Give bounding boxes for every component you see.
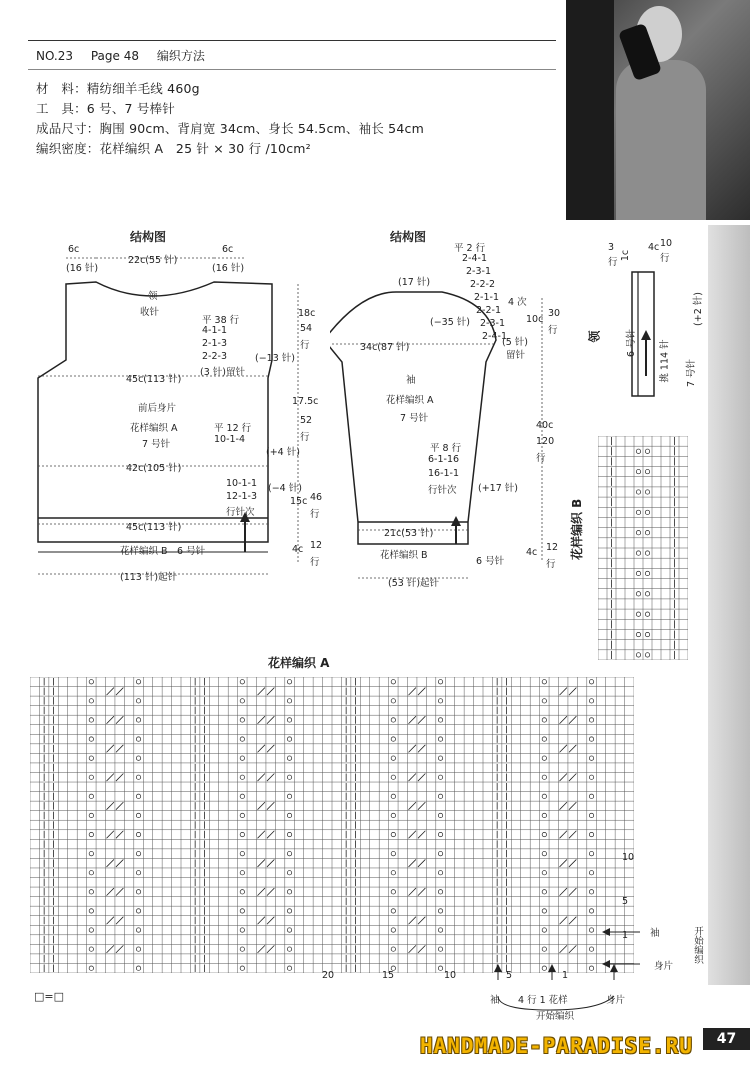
page-ref: Page 48 (90, 49, 139, 63)
dec13: (−13 针) (255, 353, 295, 364)
pattern-b-title: 花样编织 B (570, 498, 584, 560)
dec-row-3: 行针次 (226, 507, 255, 518)
collar-diagram (580, 236, 704, 416)
col-marker-5: 5 (506, 970, 513, 981)
side-row-2: 行 (300, 432, 310, 443)
dec-row-2: 12-1-3 (226, 491, 258, 502)
collar-pick-114: 挑 114 针 (659, 339, 671, 383)
side-46: 46 (310, 492, 323, 503)
cap-row-8: 2-4-1 (482, 331, 507, 342)
inc-17: (+17 针) (478, 483, 518, 494)
bottom-4rows: 4 行 1 花样 (518, 995, 568, 1006)
sleeve-needle-6: 6 号针 (476, 556, 505, 567)
body-diagram-title: 结构图 (130, 230, 167, 244)
cuff-row: 行 (546, 559, 556, 570)
inc-row-2: 6-1-16 (428, 454, 460, 465)
top-left-st: (16 针) (66, 263, 99, 274)
collar-needle-7: 7 号针 (686, 358, 698, 388)
cuff-4c: 4c (526, 547, 538, 558)
pattern-b-label: 花样编织 B 6 号针 (120, 546, 206, 557)
cap-row-6: 2-2-1 (476, 305, 501, 316)
flat-12: 平 12 行 (214, 423, 252, 434)
pattern-a-title: 花样编织 A (268, 656, 330, 670)
cap-5st: (5 针) (502, 337, 528, 348)
cuff-12: 12 (546, 542, 559, 553)
inc-row-4: 行针次 (428, 485, 457, 496)
shoulder-row-2: 4-1-1 (202, 325, 227, 336)
top-left-cm: 6c (68, 244, 80, 255)
cast-on: (113 针)起针 (120, 572, 178, 583)
header-divider (28, 69, 556, 70)
shoulder-row-5: (3 针)留针 (200, 367, 245, 378)
tools: 工 具：6 号、7 号棒针 (36, 101, 175, 116)
inc-row-1: 平 8 行 (430, 443, 462, 454)
row-marker-10: 10 (622, 852, 635, 863)
cap-10c: 10c (526, 314, 544, 325)
bottom-start: 开始编织 (536, 1011, 575, 1022)
sleeve-diagram (330, 222, 566, 592)
width-113: 45c(113 针) (126, 374, 182, 385)
legend-sleeve: 袖 (650, 928, 660, 939)
side-row-1: 行 (300, 340, 310, 351)
legend-start: 开始编织 (692, 926, 703, 964)
front-back-label: 前后身片 (138, 403, 177, 414)
materials: 材 料：精纺细羊毛线 460g (36, 81, 200, 96)
collar-row: 行 (608, 257, 618, 268)
side-row-3: 行 (310, 509, 320, 520)
needle-7: 7 号针 (142, 439, 171, 450)
dec-35: (−35 针) (430, 317, 470, 328)
sleeve-needle-7: 7 号针 (400, 413, 429, 424)
inc-row-3: 16-1-1 (428, 468, 460, 479)
shoulder-row-4: 2-2-3 (202, 351, 227, 362)
cap-hold: 留针 (506, 350, 526, 361)
cap-row-2: 2-4-1 (462, 253, 487, 264)
cap-row: 行 (548, 325, 558, 336)
col-marker-20: 20 (322, 970, 335, 981)
collar-10: 10 (660, 238, 673, 249)
pattern-b-chart (598, 436, 688, 660)
bottom-sleeve: 袖 (490, 995, 500, 1006)
sleeve-outline (330, 222, 566, 592)
legend-body: 身片 (654, 961, 674, 972)
model-photo (566, 0, 750, 220)
top-right-st: (16 针) (212, 263, 245, 274)
collar-outline (580, 236, 704, 416)
dec4: (−4 针) (268, 483, 302, 494)
neck-label: 领 (148, 291, 158, 302)
width-87: 34c(87 针) (360, 342, 410, 353)
col-marker-15: 15 (382, 970, 395, 981)
cap-row-5: 2-1-1 (474, 292, 499, 303)
side-4c: 4c (292, 544, 304, 555)
page-edge-band (708, 225, 750, 985)
top-17: (17 针) (398, 277, 431, 288)
collar-3: 3 (608, 242, 615, 253)
sleeve-pattern-b: 花样编织 B (380, 550, 428, 561)
side-15c: 15c (290, 496, 308, 507)
pattern-b-grid (598, 436, 688, 660)
bottom-body: 身片 (606, 995, 626, 1006)
dec-row-1: 10-1-1 (226, 478, 258, 489)
sleeve-pattern-a: 花样编织 A (386, 395, 434, 406)
collar-1c: 1c (620, 249, 632, 262)
len-40c: 40c (536, 420, 554, 431)
side-54: 54 (300, 323, 313, 334)
len-120: 120 (536, 436, 555, 447)
top-mid: 22c(55 针) (128, 255, 178, 266)
times-4: 4 次 (508, 297, 527, 308)
cap-row-3: 2-3-1 (466, 266, 491, 277)
neck-dec: 收针 (140, 307, 160, 318)
pattern-header (28, 40, 556, 163)
width-53: 21c(53 针) (384, 528, 434, 539)
cap-30: 30 (548, 308, 561, 319)
page-number: 47 (703, 1028, 750, 1050)
cap-row-1: 平 2 行 (454, 243, 486, 254)
collar-4c: 4c (648, 242, 660, 253)
body-diagram (0, 222, 340, 592)
sleeve-diagram-title: 结构图 (390, 230, 427, 244)
side-17-5c: 17.5c (292, 396, 319, 407)
inc4: (+4 针) (266, 447, 300, 458)
r10-1-4: 10-1-4 (214, 434, 246, 445)
row-marker-1: 1 (622, 930, 629, 941)
cap-row-4: 2-2-2 (470, 279, 495, 290)
symbol-key: □=□ (34, 990, 65, 1003)
side-row-4: 行 (310, 557, 320, 568)
collar-inc-2: (+2 针) (692, 292, 704, 326)
collar-label: 领 (587, 330, 602, 343)
sleeve-cast-on: (53 针)起针 (388, 578, 440, 589)
top-right-cm: 6c (222, 244, 234, 255)
side-52: 52 (300, 415, 313, 426)
pattern-number: NO.23 (36, 49, 74, 63)
header-row (36, 47, 219, 64)
shoulder-row-1: 平 38 行 (202, 315, 240, 326)
sleeve-label: 袖 (406, 375, 416, 386)
pattern-a-label: 花样编织 A (130, 423, 178, 434)
shoulder-row-3: 2-1-3 (202, 338, 227, 349)
gauge: 编织密度：花样编织 A 25 针 × 30 行 /10cm² (36, 141, 311, 156)
collar-row-2: 行 (660, 253, 670, 264)
side-12: 12 (310, 540, 323, 551)
collar-needle-6: 6 号针 (626, 328, 638, 358)
col-marker-1: 1 (562, 970, 569, 981)
side-18c: 18c (298, 308, 316, 319)
section-title: 编织方法 (156, 49, 205, 63)
finished-size: 成品尺寸：胸围 90cm、背肩宽 34cm、身长 54.5cm、袖长 54cm (36, 121, 424, 136)
width-113b: 45c(113 针) (126, 522, 182, 533)
row-marker-5: 5 (622, 896, 629, 907)
width-105: 42c(105 针) (126, 463, 182, 474)
len-row: 行 (536, 453, 546, 464)
watermark: HANDMADE-PARADISE.RU (420, 1034, 693, 1058)
col-marker-10: 10 (444, 970, 457, 981)
cap-row-7: 2-3-1 (480, 318, 505, 329)
